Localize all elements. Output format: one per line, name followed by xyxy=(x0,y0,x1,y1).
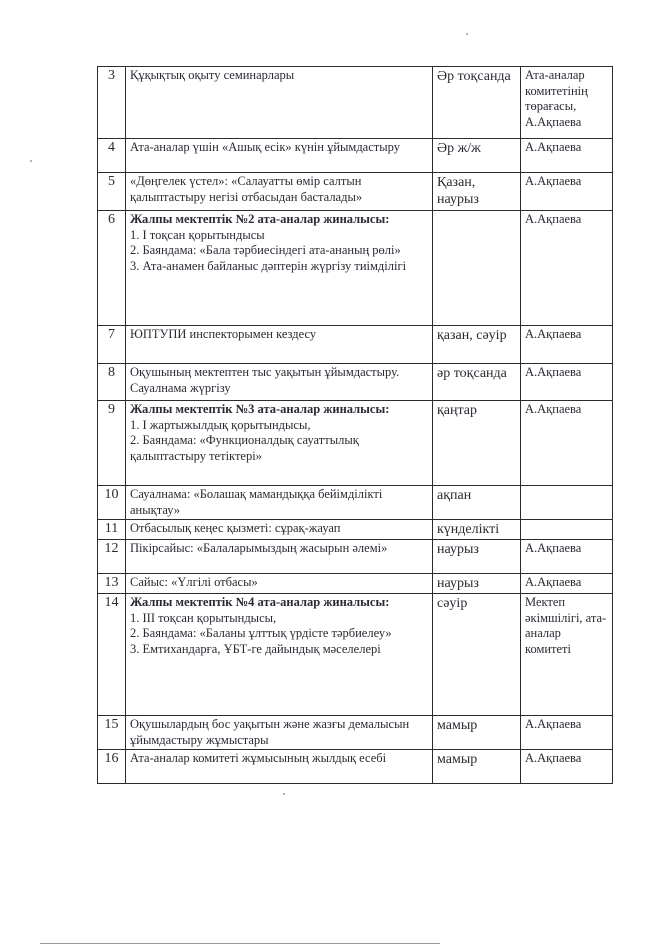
table-row xyxy=(98,211,613,326)
agenda-item: 1. III тоқсан қорытындысы, xyxy=(130,610,277,625)
meeting-title: Жалпы мектептік №4 ата-аналар жиналысы: xyxy=(130,595,390,609)
agenda-item: 3. Ата-анамен байланыс дәптерін жүргізу тиімділігі xyxy=(130,258,407,273)
responsible-cell xyxy=(521,486,613,520)
responsible-cell: А.Ақпаева xyxy=(521,364,613,401)
event-cell xyxy=(126,750,433,784)
agenda-item: 2. Баяндама: «Функционалдық сауаттылық қалыптастыру тетіктері» xyxy=(130,433,359,463)
agenda-item: 3. Емтихандарға, ҰБТ-ге дайындық мәселелері xyxy=(130,641,381,656)
event-title: Ата-аналар үшін «Ашық есік» күнін ұйымдастыру xyxy=(130,140,400,154)
agenda-item: 1. I тоқсан қорытындысы xyxy=(130,227,265,242)
responsible-cell: А.Ақпаева xyxy=(521,540,613,574)
table-row xyxy=(98,401,613,486)
table-row xyxy=(98,67,613,139)
deadline-cell: Қазан, наурыз xyxy=(433,173,521,211)
events-table xyxy=(97,66,613,784)
deadline-cell: мамыр xyxy=(433,716,521,750)
event-title: Ата-аналар комитеті жұмысының жылдық есебі xyxy=(130,751,387,765)
table-row xyxy=(98,594,613,716)
responsible-cell: А.Ақпаева xyxy=(521,716,613,750)
row-number: 11 xyxy=(98,520,126,540)
deadline-cell: әр тоқсанда xyxy=(433,364,521,401)
event-title: «Дөңгелек үстел»: «Салауатты өмір салтын қалыптастыру негізі отбасыдан басталады» xyxy=(130,174,363,204)
deadline-cell: Әр тоқсанда xyxy=(433,67,521,139)
responsible-cell: А.Ақпаева xyxy=(521,173,613,211)
scan-speck xyxy=(283,793,285,795)
event-cell xyxy=(126,364,433,401)
event-cell xyxy=(126,326,433,364)
responsible-cell xyxy=(521,520,613,540)
event-title: ЮПТУПИ инспекторымен кездесу xyxy=(130,327,317,341)
event-title: Сайыс: «Үлгілі отбасы» xyxy=(130,575,258,589)
row-number: 16 xyxy=(98,750,126,784)
deadline-cell xyxy=(433,211,521,326)
agenda-item: 2. Баяндама: «Бала тәрбиесіндегі ата-ананың рөлі» xyxy=(130,243,401,257)
responsible-cell: А.Ақпаева xyxy=(521,326,613,364)
event-cell xyxy=(126,401,433,486)
row-number: 4 xyxy=(98,139,126,173)
deadline-cell: қаңтар xyxy=(433,401,521,486)
row-number: 9 xyxy=(98,401,126,486)
event-cell xyxy=(126,574,433,594)
event-cell xyxy=(126,540,433,574)
deadline-cell: сәуір xyxy=(433,594,521,716)
deadline-cell: мамыр xyxy=(433,750,521,784)
event-cell xyxy=(126,139,433,173)
row-number: 14 xyxy=(98,594,126,716)
table-row xyxy=(98,364,613,401)
row-number: 3 xyxy=(98,67,126,139)
responsible-cell: А.Ақпаева xyxy=(521,139,613,173)
table-row xyxy=(98,520,613,540)
event-title: Құқықтық оқыту семинарлары xyxy=(130,68,295,82)
scan-speck xyxy=(30,160,32,162)
event-title: Оқушылардың бос уақытын және жазғы демалысын ұйымдастыру жұмыстары xyxy=(130,717,410,747)
deadline-cell: ақпан xyxy=(433,486,521,520)
responsible-cell: Ата-аналар комитетінің төрағасы, А.Ақпаева xyxy=(521,67,613,139)
event-cell xyxy=(126,173,433,211)
deadline-cell: наурыз xyxy=(433,540,521,574)
deadline-cell: наурыз xyxy=(433,574,521,594)
event-title: Пікірсайыс: «Балаларымыздың жасырын әлемі» xyxy=(130,541,388,555)
deadline-cell: күнделікті xyxy=(433,520,521,540)
bottom-edge-line xyxy=(40,943,440,944)
event-title: Оқушының мектептен тыс уақытын ұйымдастыру. Сауалнама жүргізу xyxy=(130,365,400,395)
responsible-cell: А.Ақпаева xyxy=(521,401,613,486)
event-cell xyxy=(126,67,433,139)
table-row xyxy=(98,574,613,594)
meeting-title: Жалпы мектептік №2 ата-аналар жиналысы: xyxy=(130,212,390,226)
row-number: 13 xyxy=(98,574,126,594)
agenda-item: 2. Баяндама: «Баланы ұлттық үрдісте тәрбиелеу» xyxy=(130,626,392,640)
event-title: Сауалнама: «Болашақ мамандыққа бейімділікті анықтау» xyxy=(130,487,383,517)
row-number: 12 xyxy=(98,540,126,574)
row-number: 7 xyxy=(98,326,126,364)
table-row xyxy=(98,486,613,520)
scan-speck xyxy=(466,33,468,35)
row-number: 10 xyxy=(98,486,126,520)
table-row xyxy=(98,326,613,364)
meeting-title: Жалпы мектептік №3 ата-аналар жиналысы: xyxy=(130,402,390,416)
event-title: Отбасылық кеңес қызметі: сұрақ-жауап xyxy=(130,521,341,535)
deadline-cell: Әр ж/ж xyxy=(433,139,521,173)
event-cell xyxy=(126,716,433,750)
row-number: 8 xyxy=(98,364,126,401)
responsible-cell: А.Ақпаева xyxy=(521,574,613,594)
responsible-cell: Мектеп әкімшілігі, ата-аналар комитеті xyxy=(521,594,613,716)
row-number: 5 xyxy=(98,173,126,211)
deadline-cell: қазан, сәуір xyxy=(433,326,521,364)
event-cell xyxy=(126,520,433,540)
table-row xyxy=(98,540,613,574)
event-cell xyxy=(126,211,433,326)
table-row xyxy=(98,173,613,211)
row-number: 15 xyxy=(98,716,126,750)
responsible-cell: А.Ақпаева xyxy=(521,750,613,784)
table-row xyxy=(98,139,613,173)
table-row xyxy=(98,750,613,784)
agenda-item: 1. I жартыжылдық қорытындысы, xyxy=(130,417,311,432)
event-cell xyxy=(126,594,433,716)
table-row xyxy=(98,716,613,750)
row-number: 6 xyxy=(98,211,126,326)
event-cell xyxy=(126,486,433,520)
responsible-cell: А.Ақпаева xyxy=(521,211,613,326)
